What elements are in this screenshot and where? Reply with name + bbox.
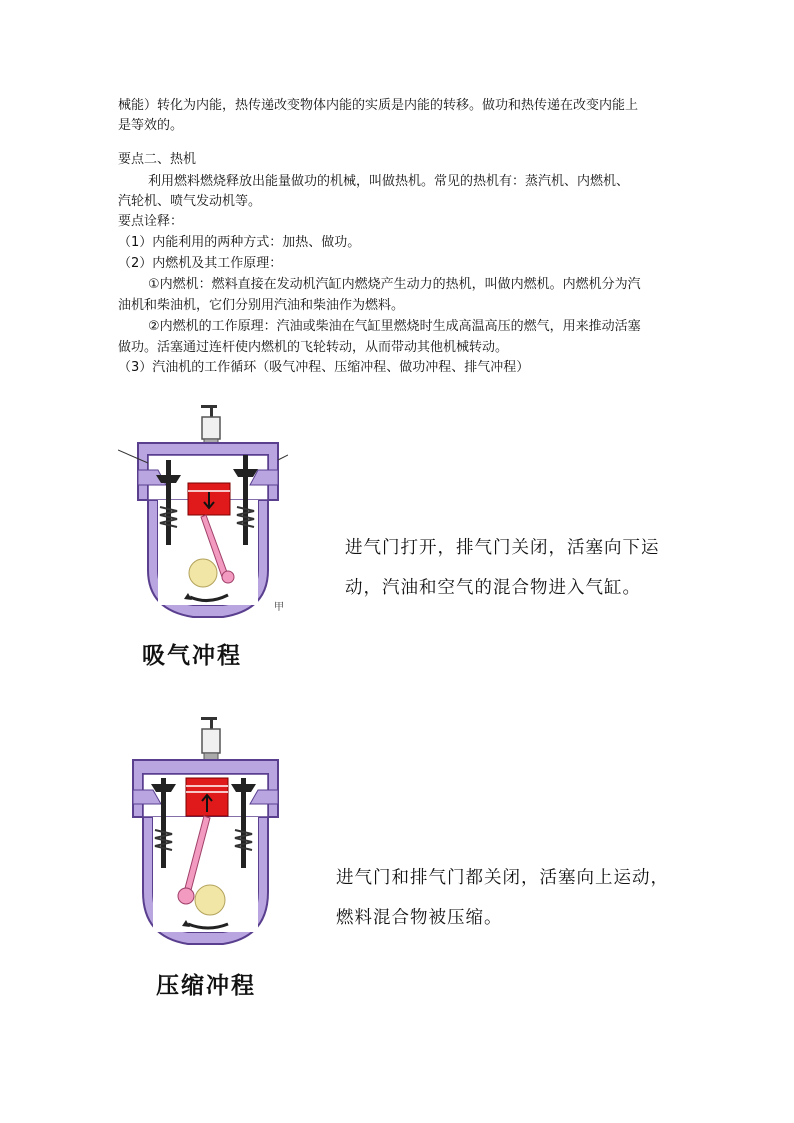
text-line-5: 汽轮机、喷气发动机等。 (118, 194, 262, 209)
text-line-11: ②内燃机的工作原理：汽油或柴油在气缸里燃烧时生成高温高压的燃气，用来推动活塞 (148, 319, 641, 334)
text-line-2: 是等效的。 (118, 118, 184, 133)
text-line-12: 做功。活塞通过连杆使内燃机的飞轮转动，从而带动其他机械转动。 (118, 340, 509, 355)
subheading-notes: 要点诠释： (118, 214, 184, 229)
text-line-9: ①内燃机：燃料直接在发动机汽缸内燃烧产生动力的热机，叫做内燃机。内燃机分为汽 (148, 277, 641, 292)
flywheel (189, 559, 217, 587)
list-item-3: （3）汽油机的工作循环（吸气冲程、压缩冲程、做功冲程、排气冲程） (118, 360, 530, 375)
intake-stroke-diagram (118, 395, 288, 625)
text-line-4: 利用燃料燃烧释放出能量做功的机械，叫做热机。常见的热机有：蒸汽机、内燃机、 (148, 174, 630, 189)
section-heading: 要点二、热机 (118, 152, 197, 167)
compression-stroke-diagram (128, 712, 288, 957)
intake-caption: 吸气冲程 (142, 642, 242, 669)
text-line-10: 油机和柴油机，它们分别用汽油和柴油作为燃料。 (118, 298, 405, 313)
intake-description-line-1: 进气门打开，排气门关闭，活塞向下运 (345, 538, 660, 558)
spark-plug-icon (201, 717, 220, 763)
flywheel (195, 885, 225, 915)
text-line-1: 械能）转化为内能，热传递改变物体内能的实质是内能的转移。做功和热传递在改变内能上 (118, 98, 639, 113)
compression-description-line-1: 进气门和排气门都关闭，活塞向上运动， (336, 868, 669, 888)
compression-description-line-2: 燃料混合物被压缩。 (336, 908, 503, 928)
list-item-2: （2）内燃机及其工作原理： (118, 256, 283, 271)
figure-mark: 甲 (274, 602, 284, 613)
compression-caption: 压缩冲程 (156, 972, 256, 999)
intake-description-line-2: 动，汽油和空气的混合物进入气缸。 (345, 578, 641, 598)
list-item-1: （1）内能利用的两种方式：加热、做功。 (118, 235, 361, 250)
